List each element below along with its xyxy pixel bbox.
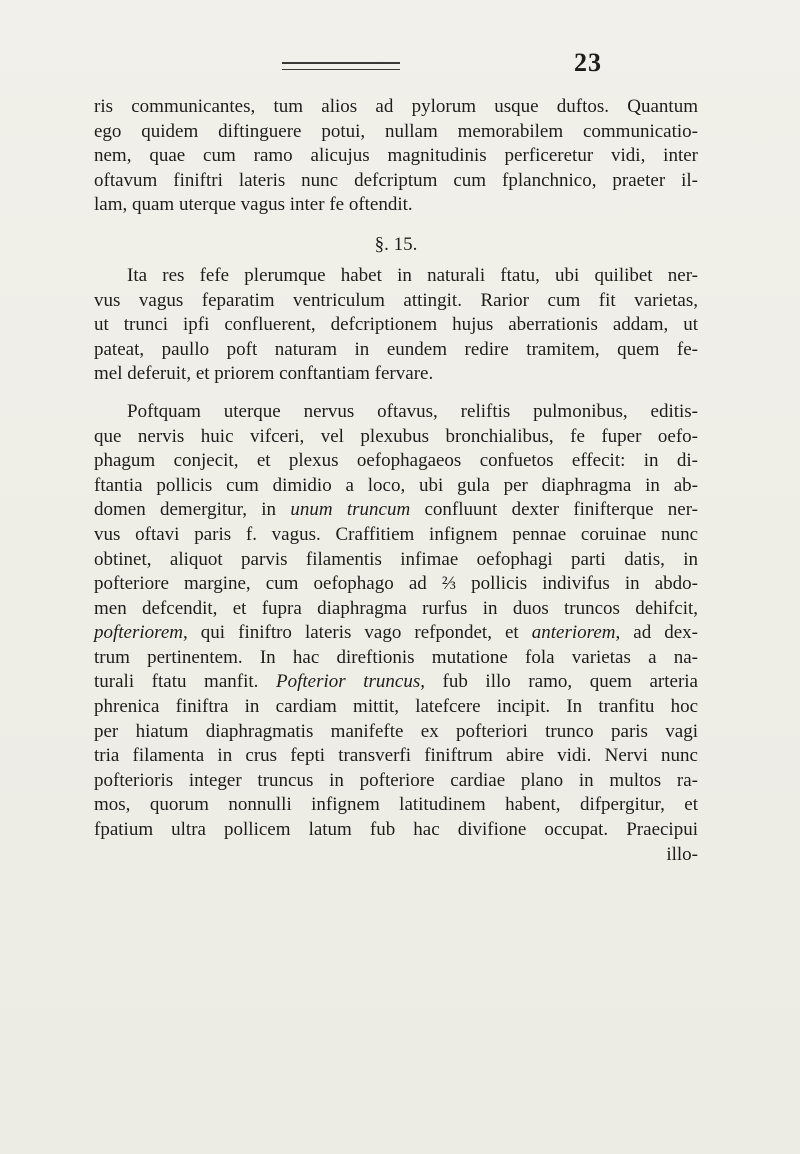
text-line: vus vagus feparatim ventriculum attingit. Rarior cum fit varietas, [94,289,698,311]
text-line: oftavum finiftri lateris nunc defcriptum cum fplanchnico, praeter il- [94,169,698,191]
section-heading: §. 15. [374,233,418,255]
text-line: pateat, paullo poft naturam in eundem redire tramitem, quem fe- [94,338,698,360]
paragraph-2 [94,264,698,387]
page-number: 23 [574,48,602,77]
text-line: nem, quae cum ramo alicujus magnitudinis perficeretur vidi, inter [94,145,698,167]
text-line: phrenica finiftra in cardiam mittit, latefcere incipit. In tranfitu hoc [94,696,698,718]
paragraph-3 [94,400,698,867]
text-line: phagum conjecit, et plexus oefophagaeos confuetos effecit: in di- [94,450,698,472]
text-line: ris communicantes, tum alios ad pylorum usque duftos. Quantum [94,96,698,117]
text-line: Poftquam uterque nervus oftavus, reliftis pulmonibus, editis- [127,400,698,422]
paragraph-1 [94,95,698,218]
text-line: pofteriorem, qui finiftro lateris vago refpondet, et anteriorem, ad dex- [94,622,699,644]
text-line: pofteriore margine, cum oefophago ad ⅔ pollicis indivifus in abdo- [94,573,698,595]
text-line: domen demergitur, in unum truncum confluunt dexter finifterque ner- [94,499,698,521]
text-line: que nervis huic vifceri, vel plexubus bronchialibus, fe fuper oefo- [94,425,698,447]
text-line: obtinet, aliquot parvis filamentis infimae oefophagi parti datis, in [94,548,698,570]
text-line: vus oftavi paris f. vagus. Craffitiem infignem pennae coruinae nunc [94,523,698,545]
text-line: ftantia pollicis cum dimidio a loco, ubi gula per diaphragma in ab- [94,474,698,496]
text-line: lam, quam uterque vagus inter fe oftendit. [94,194,413,216]
text-line: pofterioris integer truncus in pofteriore cardiae plano in multos ra- [94,769,698,791]
text-line: ut trunci ipfi confluerent, defcriptionem hujus aberrationis addam, ut [94,314,698,336]
text-line: ego quidem diftinguere potui, nullam memorabilem communicatio- [94,120,698,142]
text-line: mos, quorum nonnulli infignem latitudinem habent, difpergitur, et [94,794,698,816]
body-text [94,95,698,867]
header-rule [282,62,400,70]
text-line: turali ftatu manfit. Pofterior truncus, fub illo ramo, quem arteria [94,671,698,693]
text-line: fpatium ultra pollicem latum fub hac divifione occupat. Praecipui [94,819,698,841]
text-line: trum pertinentem. In hac direftionis mutatione fola varietas a na- [94,646,698,668]
text-line: mel deferuit, et priorem conftantiam fervare. [94,363,434,385]
text-line: tria filamenta in crus fepti transverfi finiftrum abire vidi. Nervi nunc [94,745,698,767]
text-line: per hiatum diaphragmatis manifefte ex pofteriori trunco paris vagi [94,720,698,742]
text-line: men defcendit, et fupra diaphragma rurfus in duos truncos dehifcit, [94,597,698,619]
text-line: Ita res fefe plerumque habet in naturali ftatu, ubi quilibet ner- [127,264,698,286]
catchword: illo- [666,843,698,865]
